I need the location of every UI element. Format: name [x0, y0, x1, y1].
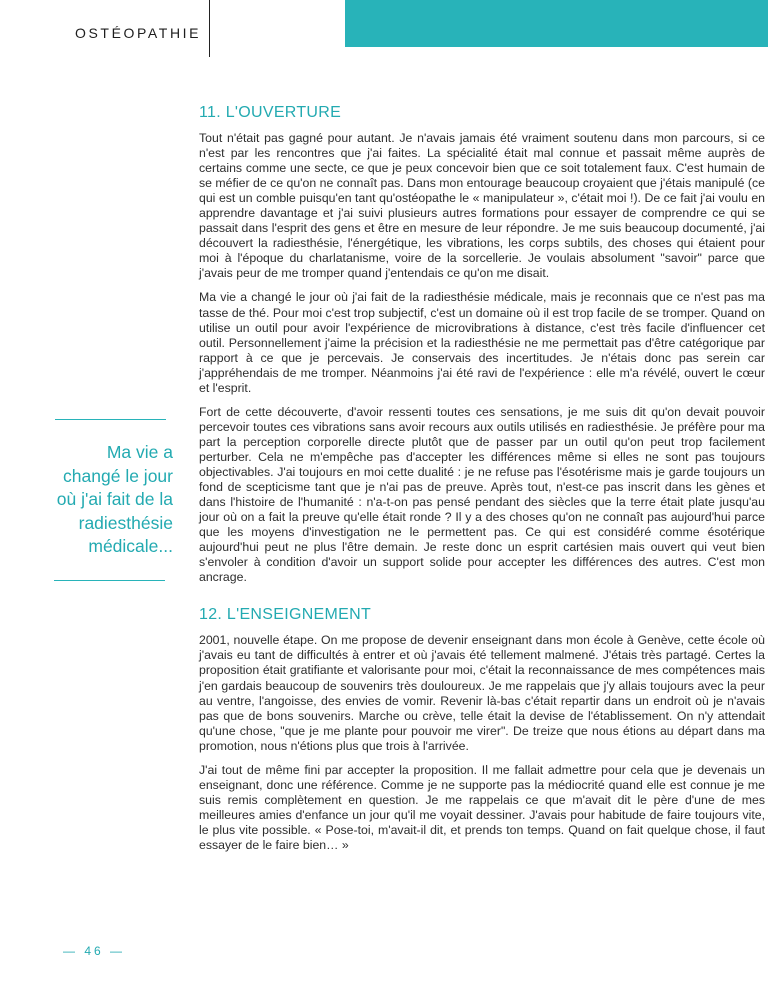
paragraph: Tout n'était pas gagné pour autant. Je n'avais jamais été vraiment soutenu dans mon parcours, si ce n'est par les rencontres que j'ai faites. La spécialité était mal connue et passait même auprès de certains comme une secte, ce que je peux concevoir bien que ce soit totalement faux. C'est humain de se méfier de ce qu'on ne connaît pas. Dans mon entourage beaucoup croyaient que j'étais manipulé (ce qui est un comble puisqu'en tant qu'ostéopathe le « manipulateur », c'était moi !). De ce fait j'ai voulu en apprendre davantage et j'ai suivi plusieurs autres formations pour essayer de comprendre ce qui se passait dans l'esprit des gens et être en mesure de leur répondre. Je me suis beaucoup documenté, j'ai découvert la radiesthésie, l'énergétique, les vibrations, les corps subtils, des choses qui étaient pour moi à l'époque du charlatanisme, voire de la sorcellerie. Je voulais absolument "savoir" parce que j'avais peur de me tromper quand j'entendais ce qu'on me disait. [199, 131, 765, 281]
article-body [199, 104, 765, 853]
running-header: OSTÉOPATHIE [75, 25, 202, 41]
section-title-enseignement: 12. L'ENSEIGNEMENT [199, 606, 372, 624]
pull-quote-text: Ma vie a changé le jour où j'ai fait de la radiesthésie médicale... [56, 442, 173, 557]
pull-quote-rule-bottom [54, 580, 165, 581]
pull-quote [54, 419, 173, 581]
header-divider [209, 0, 210, 57]
pull-quote-rule-top [55, 419, 166, 420]
paragraph: Ma vie a changé le jour où j'ai fait de la radiesthésie médicale, mais je reconnais que ce n'est pas ma tasse de thé. Pour moi c'est trop subjectif, c'est un domaine où il est trop facile de se tromper. Quand on utilise un outil pour avoir l'expérience de microvibrations à distance, c'est très facile d'influencer cet outil. Personnellement j'aime la précision et la radiesthésie ne me permettait pas d'être catégorique par rapport à ce que je percevais. Je conservais des incertitudes. Je n'étais donc pas serein car j'appréhendais de me tromper. Néanmoins j'ai été ravi de l'expérience : elle m'a révélé, ouvert le cœur et l'esprit. [199, 290, 765, 395]
section-title-ouverture: 11. L'OUVERTURE [199, 104, 342, 121]
page-number: — 46 — [63, 944, 126, 958]
header-accent-band [345, 0, 768, 47]
paragraph: Fort de cette découverte, d'avoir ressenti toutes ces sensations, je me suis dit qu'on devait pouvoir percevoir toutes ces vibrations sans avoir recours aux outils utilisés en radiesthésie. Je préfère pour ma part la perception corporelle directe plutôt que de passer par un outil qu'on peut trop facilement perturber. Cela ne m'empêche pas d'accepter les différences même si elles ne sont pas toujours objectivables. J'ai toujours en moi cette dualité : je ne refuse pas l'ésotérisme mais je garde toujours un fond de scepticisme tant que je n'ai pas de preuve. Après tout, n'est-ce pas inscrit dans les gènes et dans l'histoire de l'humanité : n'a-t-on pas pensé pendant des siècles que la terre était plate jusqu'au jour où on a fait la preuve qu'elle était ronde ? Il y a des choses qu'on ne connaît pas aujourd'hui parce que les moyens d'investigation ne le permettent pas. Ce qui est considéré comme ésotérique aujourd'hui peut ne plus l'être demain. Je reste donc un esprit cartésien mais ouvert qui veut bien s'envoler à condition d'avoir un support solide pour accepter les différences des autres. C'est mon ancrage. [199, 404, 765, 585]
paragraph: 2001, nouvelle étape. On me propose de devenir enseignant dans mon école à Genève, cette école où j'avais eu tant de difficultés à entrer et où j'avais été tellement malmené. J'étais très partagé. Certes la proposition était gratifiante et valorisante pour moi, c'était la reconnaissance de mes compétences mais j'en gardais beaucoup de souvenirs très douloureux. Je me rappelais que j'y allais toujours avec la peur au ventre, l'angoisse, des envies de vomir. Revenir là-bas c'était repartir dans un endroit où je n'avais pas que de bons souvenirs. Marche ou crève, telle était la devise de l'établissement. On n'y attendait qu'une chose, "que je me plante pour pouvoir me virer". De treize que nous étions au départ dans ma promotion, nous n'étions plus que trois à l'arrivée. [199, 633, 765, 753]
paragraph: J'ai tout de même fini par accepter la proposition. Il me fallait admettre pour cela que je devenais un enseignant, donc une référence. Comme je ne supporte pas la médiocrité quand elle est connue je me suis remis complètement en question. Je me rappelais ce que m'avait dit le père d'une de mes meilleures amies d'enfance un jour qu'il me voyait dessiner. J'avais pour habitude de faire toujours vite, le plus vite possible. « Pose-toi, m'avait-il dit, et prends ton temps. Quand on fait quelque chose, il faut essayer de le faire bien… » [199, 762, 765, 852]
